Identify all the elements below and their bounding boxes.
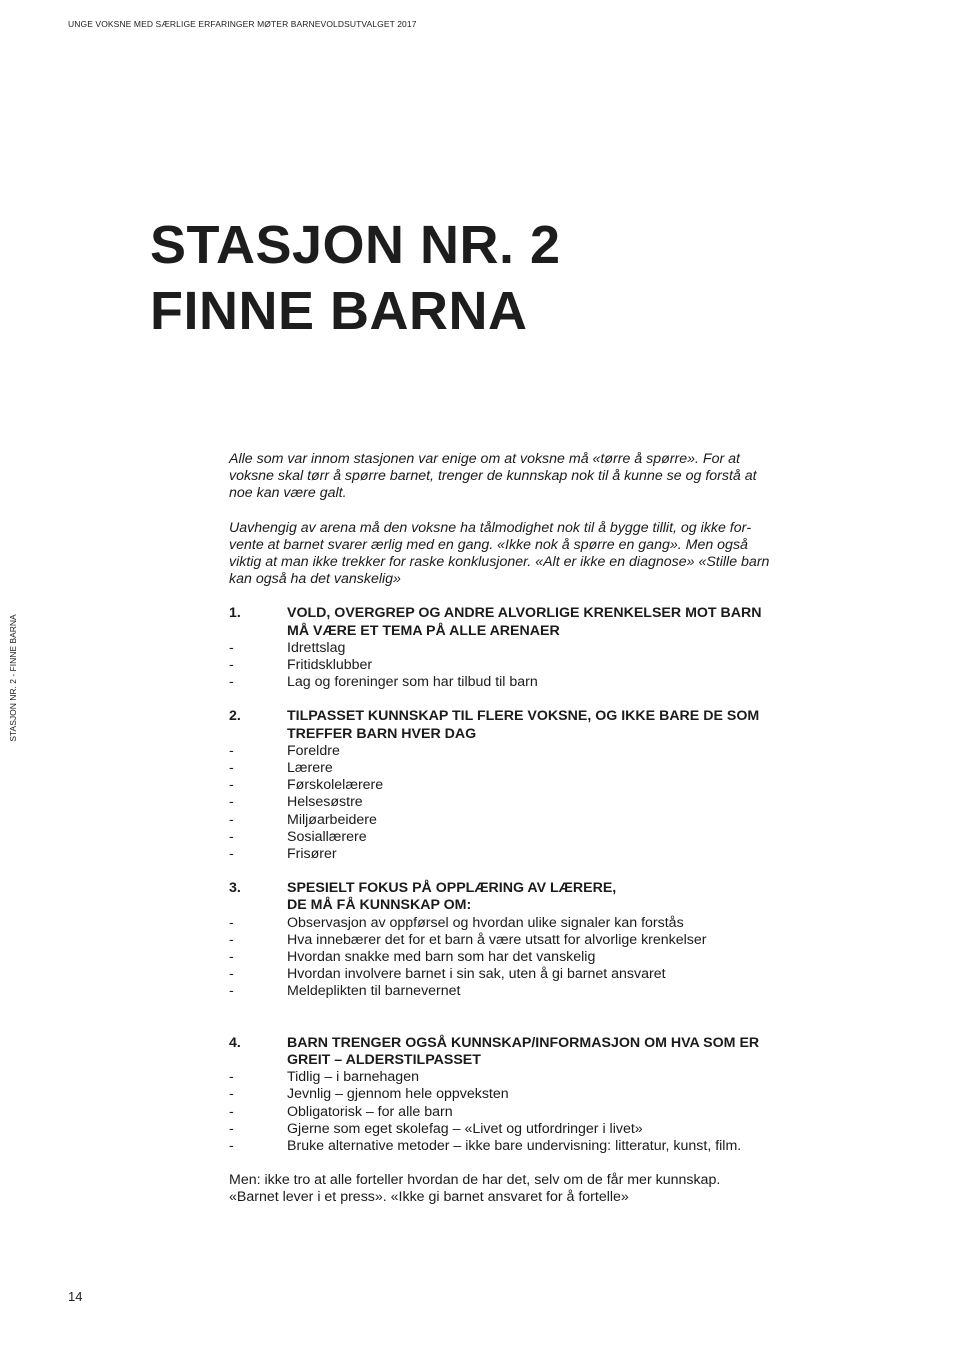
dash-bullet: -	[229, 742, 234, 759]
dash-bullet: -	[229, 828, 234, 845]
list-item	[229, 760, 774, 777]
dash-bullet: -	[229, 983, 234, 1000]
list-item	[229, 657, 774, 674]
title-line-2: FINNE BARNA	[150, 281, 528, 341]
list-item-text: Bruke alternative metoder – ikke bare undervisning: litteratur, kunst, film.	[287, 1137, 742, 1154]
section-4	[229, 1035, 774, 1155]
intro-paragraph: Alle som var innom stasjonen var enige om at voksne må «tørre å spørre». For at voksne skal tørr å spørre barnet, trenger de kunnskap nok til å kunne se og forstå at noe kan være galt.	[229, 451, 757, 502]
list-item	[229, 1138, 774, 1155]
section-number: 1.	[229, 605, 241, 622]
list-item	[229, 915, 774, 932]
list-item	[229, 932, 774, 949]
list-item-text: Obligatorisk – for alle barn	[287, 1103, 453, 1120]
list-item-text: Observasjon av oppførsel og hvordan ulike signaler kan forstås	[287, 914, 684, 931]
list-item-text: Hvordan involvere barnet i sin sak, uten å gi barnet ansvaret	[287, 966, 666, 983]
section-heading	[229, 1035, 774, 1069]
list-item	[229, 1104, 774, 1121]
list-item	[229, 743, 774, 760]
page-number: 14	[68, 1289, 83, 1304]
list-item-text: Hvordan snakke med barn som har det vanskelig	[287, 949, 596, 966]
dash-bullet: -	[229, 931, 234, 948]
list-item-text: Fritidsklubber	[287, 657, 373, 674]
list-item	[229, 1121, 774, 1138]
page-title	[150, 212, 561, 344]
bullet-list	[229, 640, 774, 692]
list-item	[229, 794, 774, 811]
list-item-text: Gjerne som eget skolefag – «Livet og utfordringer i livet»	[287, 1120, 643, 1137]
list-item-text: Meldeplikten til barnevernet	[287, 983, 461, 1000]
list-item	[229, 640, 774, 657]
section-number: 3.	[229, 880, 241, 897]
closing-paragraph	[229, 1172, 774, 1206]
dash-bullet: -	[229, 674, 234, 691]
section-number: 2.	[229, 708, 241, 725]
section-heading	[229, 880, 774, 914]
section-title-line: SPESIELT FOKUS PÅ OPPLÆRING AV LÆRERE,	[287, 880, 617, 897]
list-item-text: Jevnlig – gjennom hele oppveksten	[287, 1086, 509, 1103]
intro-paragraph: Uavhengig av arena må den voksne ha tålmodighet nok til å bygge tillit, og ikke forvente at barnet svarer ærlig med en gang. «Ikke nok å spørre en gang». Men også viktig at man ikke trekker for raske konklusjoner. «Alt er ikke en diagnose» «Stille barn kan også ha det vanskelig»	[229, 519, 770, 588]
list-item	[229, 812, 774, 829]
list-item	[229, 1086, 774, 1103]
list-item	[229, 966, 774, 983]
closing-line: «Barnet lever i et press». «Ikke gi barnet ansvaret for å fortelle»	[229, 1189, 629, 1206]
list-item-text: Helsesøstre	[287, 794, 363, 811]
dash-bullet: -	[229, 794, 234, 811]
list-item	[229, 949, 774, 966]
list-item	[229, 777, 774, 794]
list-item	[229, 1069, 774, 1086]
dash-bullet: -	[229, 1069, 234, 1086]
title-line-1: STASJON NR. 2	[150, 215, 561, 275]
section-title: TILPASSET KUNNSKAP TIL FLERE VOKSNE, OG IKKE BARE DE SOM TREFFER BARN HVER DAG	[287, 708, 760, 742]
list-item-text: Frisører	[287, 846, 337, 863]
section-title: BARN TRENGER OGSÅ KUNNSKAP/INFORMASJON OM HVA SOM ER GREIT – ALDERSTILPASSET	[287, 1034, 760, 1068]
bullet-list	[229, 915, 774, 1001]
list-item-text: Idrettslag	[287, 639, 346, 656]
body-content	[229, 451, 774, 1207]
dash-bullet: -	[229, 846, 234, 863]
section-3	[229, 880, 774, 1000]
dash-bullet: -	[229, 966, 234, 983]
list-item-text: Miljøarbeidere	[287, 811, 377, 828]
dash-bullet: -	[229, 949, 234, 966]
section-2	[229, 708, 774, 863]
dash-bullet: -	[229, 1103, 234, 1120]
dash-bullet: -	[229, 777, 234, 794]
section-heading	[229, 605, 774, 639]
list-item-text: Hva innebærer det for et barn å være utsatt for alvorlige krenkelser	[287, 931, 707, 948]
list-item-text: Lag og foreninger som har tilbud til barn	[287, 674, 538, 691]
section-title-line: DE MÅ FÅ KUNNSKAP OM:	[287, 897, 472, 914]
list-item-text: Foreldre	[287, 742, 340, 759]
list-item-text: Sosiallærere	[287, 828, 367, 845]
list-item	[229, 983, 774, 1000]
list-item	[229, 829, 774, 846]
section-number: 4.	[229, 1034, 241, 1051]
section-title	[287, 880, 774, 914]
dash-bullet: -	[229, 639, 234, 656]
section-1	[229, 605, 774, 691]
dash-bullet: -	[229, 1086, 234, 1103]
dash-bullet: -	[229, 657, 234, 674]
bullet-list	[229, 743, 774, 863]
section-title: VOLD, OVERGREP OG ANDRE ALVORLIGE KRENKELSER MOT BARN MÅ VÆRE ET TEMA PÅ ALLE ARENAER	[287, 605, 762, 639]
dash-bullet: -	[229, 811, 234, 828]
list-item-text: Lærere	[287, 760, 333, 777]
dash-bullet: -	[229, 914, 234, 931]
side-section-label: STASJON NR. 2 - FINNE BARNA	[8, 614, 18, 742]
list-item	[229, 846, 774, 863]
list-item	[229, 674, 774, 691]
closing-line: Men: ikke tro at alle forteller hvordan de har det, selv om de får mer kunnskap.	[229, 1172, 721, 1189]
dash-bullet: -	[229, 1120, 234, 1137]
running-header: UNGE VOKSNE MED SÆRLIGE ERFARINGER MØTER BARNEVOLDSUTVALGET 2017	[68, 19, 417, 29]
dash-bullet: -	[229, 760, 234, 777]
list-item-text: Tidlig – i barnehagen	[287, 1069, 419, 1086]
bullet-list	[229, 1069, 774, 1155]
section-heading	[229, 708, 774, 742]
list-item-text: Førskolelærere	[287, 777, 384, 794]
dash-bullet: -	[229, 1137, 234, 1154]
